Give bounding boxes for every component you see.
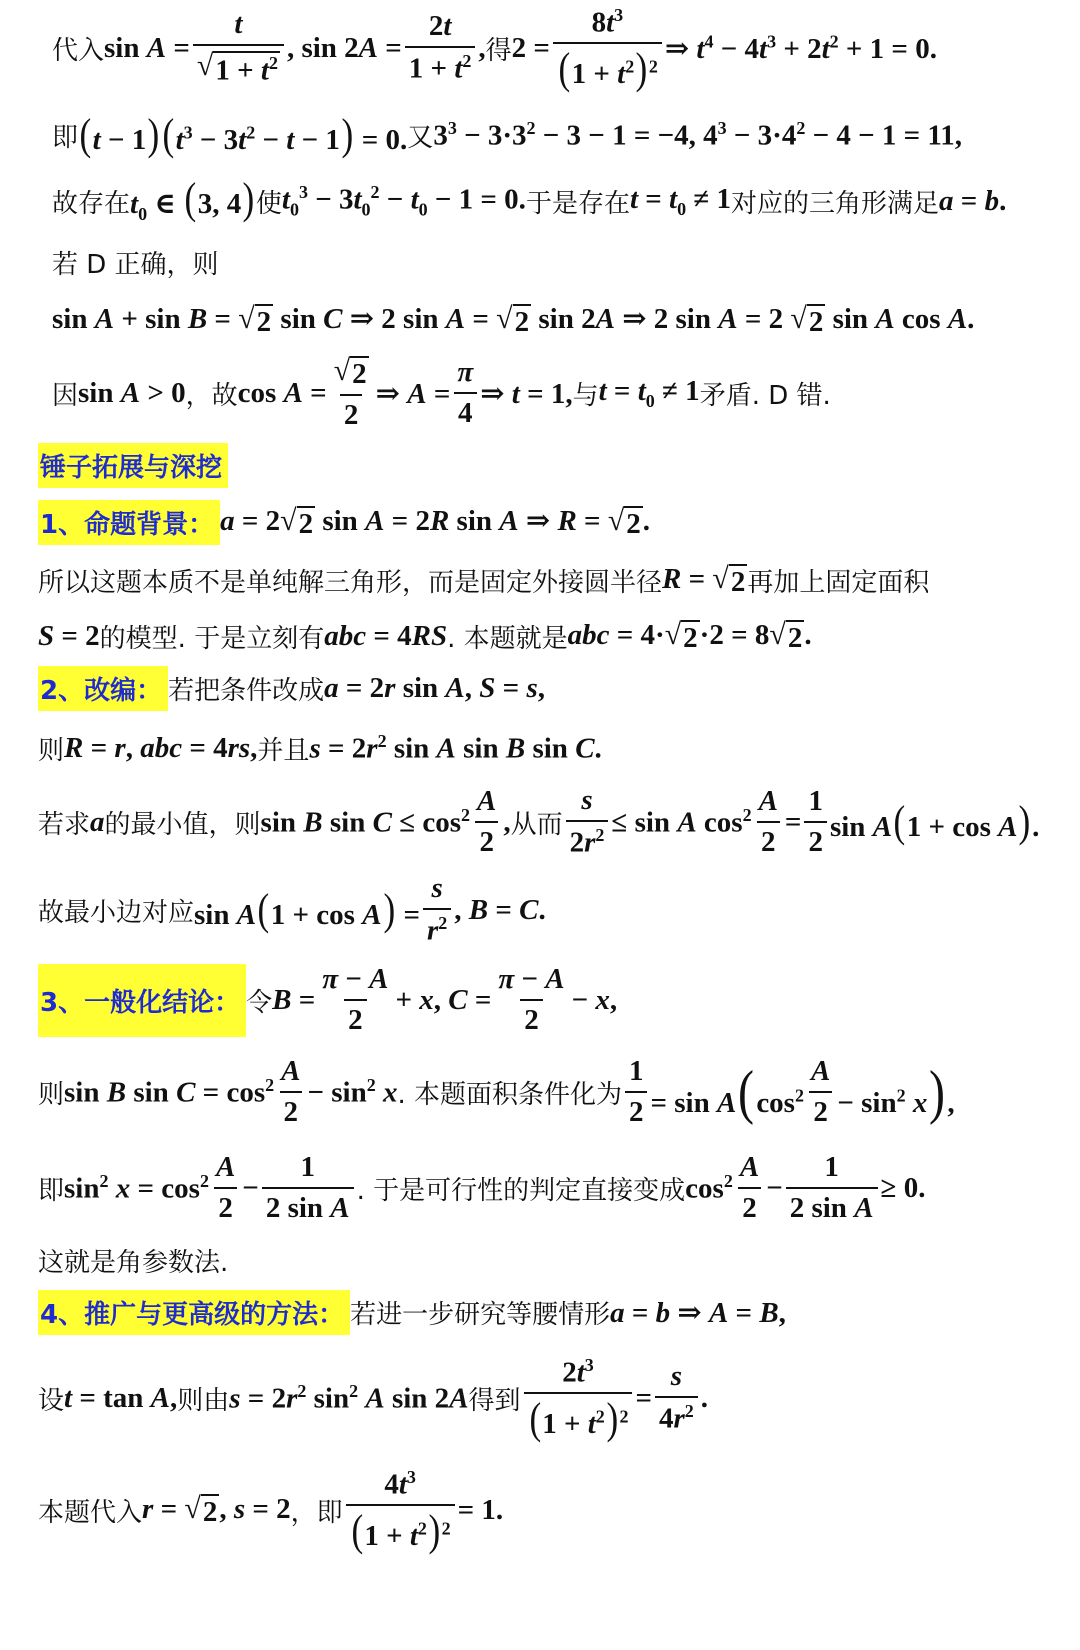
line-feasibility: 即 $\sin^2 x = \cos^2$ $\frac{A}{2}$ − $\frac{1}{\text{2 sin A}}$ . 于是可行性的判定直接变成 $\cos^2$ $\frac{A}{2}$ − $\frac{1}{\text{2 sin A}}$ ≥ 0. bbox=[38, 1151, 926, 1224]
line-sine-sum: sin A + sin B = √ 2 sin C ⇒ 2 sin A = √ 2 sin 2A ⇒ 2 sin A = 2 √ 2 sin A cos A. bbox=[52, 302, 975, 338]
line-if-d: 若 D 正确，则 bbox=[52, 249, 219, 280]
line-angle-method: 这就是角参数法. bbox=[38, 1247, 229, 1278]
line-final: 本题代入 r = √ 2 , s = 2 ，即 $\frac{4t^3}{(1 + t^2)^2}$ = 1. bbox=[38, 1466, 504, 1556]
line-abc: S = 2 的模型. 于是立刻有 abc = 4RS . 本题就是 abc = 4· √ 2 ·2 = 8 √ 2 . bbox=[38, 617, 812, 654]
section-heading-adapt: 2、改编： bbox=[38, 666, 168, 711]
section-heading-advanced: 4、推广与更高级的方法： bbox=[38, 1290, 350, 1335]
line-advanced: 4、推广与更高级的方法： 若进一步研究等腰情形 a = b ⇒ A = B, bbox=[38, 1290, 786, 1334]
line-factor: 即 $(t - 1)(t^3 - 3t^2 - t - 1) = 0$. 又 $3^3 - 3\cdot 3^2 - 3 - 1 = -4$, $4^3 - 3\cdot 4^2 - 4 - 1 = 11$, bbox=[52, 110, 963, 159]
section-heading-general: 3、一般化结论： bbox=[38, 964, 246, 1037]
line-adapt-result: 则 R = r, abc = 4rs, 并且 $s = 2r^2$ sin A sin B sin C. bbox=[38, 730, 602, 766]
line-general: 3、一般化结论： 令 B = $\frac{\pi - A}{2}$ + x, C = $\frac{\pi - A}{2}$ − x, bbox=[40, 963, 618, 1036]
line-exists: 故存在 $t_0$ ∈ (3, 4) 使 $t_0^3 - 3t_0^2 - t_0 - 1 = 0$. 于是存在 $t = t_0 \ne 1$ 对应的三角形满足 a = b. bbox=[52, 174, 1007, 224]
line-tan-substitution: 设 t = tan A, 则由 $s = 2r^2$ $\sin^2 A$ sin 2A 得到 $\frac{2t^3}{(1 + t^2)^2}$ = $\frac{s}{4r^2}$ . bbox=[38, 1354, 709, 1444]
line-minimum: 若求 a 的最小值，则 sin B $\sin C \le \cos^2$ $\frac{A}{2}$ , 从而 $\frac{s}{2r^2}$ ≤ sin A $\cos^2$ $\frac{A}{2}$ = $\frac{1}{2}$ sin A(1 + cos A). bbox=[38, 784, 1040, 859]
line-adapt: 2、改编： 若把条件改成 a = 2r sin A, S = s, bbox=[38, 666, 545, 710]
line-area-condition: 则 sin B $\sin C = \cos^2$ $\frac{A}{2}$ − $\sin^2 x$ . 本题面积条件化为 $\frac{1}{2}$ = $\sin A(\cos^2$ $\frac{A}{2}$ − $\sin^2 x$), bbox=[38, 1055, 955, 1128]
line-min-side: 故最小边对应 sin A(1 + cos A) = $\frac{s}{r^2}$ , B = C. bbox=[38, 872, 546, 947]
line-essence: 所以这题本质不是单纯解三角形，而是固定外接圆半径 R = √ 2 再加上固定面积 bbox=[38, 561, 930, 598]
section-heading-hammer: 锤子拓展与深挖 bbox=[38, 444, 228, 486]
line-contradiction: 因 sin A > 0 ，故 cos A = √ 2 2 ⇒ A = $\frac{\pi}{4}$ ⇒ t = 1, 与 $t = t_0 \ne 1$ 矛盾. D 错. bbox=[52, 354, 831, 431]
line-background: 1、命题背景： a = 2 √ 2 sin A = 2R sin A ⇒ R = √ 2 . bbox=[38, 500, 650, 544]
section-heading-background: 1、命题背景： bbox=[38, 500, 220, 545]
line-substitute: 代入 sin A = t √ $1 + t^2$ , sin 2A = $\frac{2t}{1 + t^2}$ , 得 2 = $\frac{8t^3}{(1 + t^2)^2}$ ⇒ $t^4 - 4t^3 + 2t^2 + 1 = 0$. bbox=[52, 4, 937, 94]
